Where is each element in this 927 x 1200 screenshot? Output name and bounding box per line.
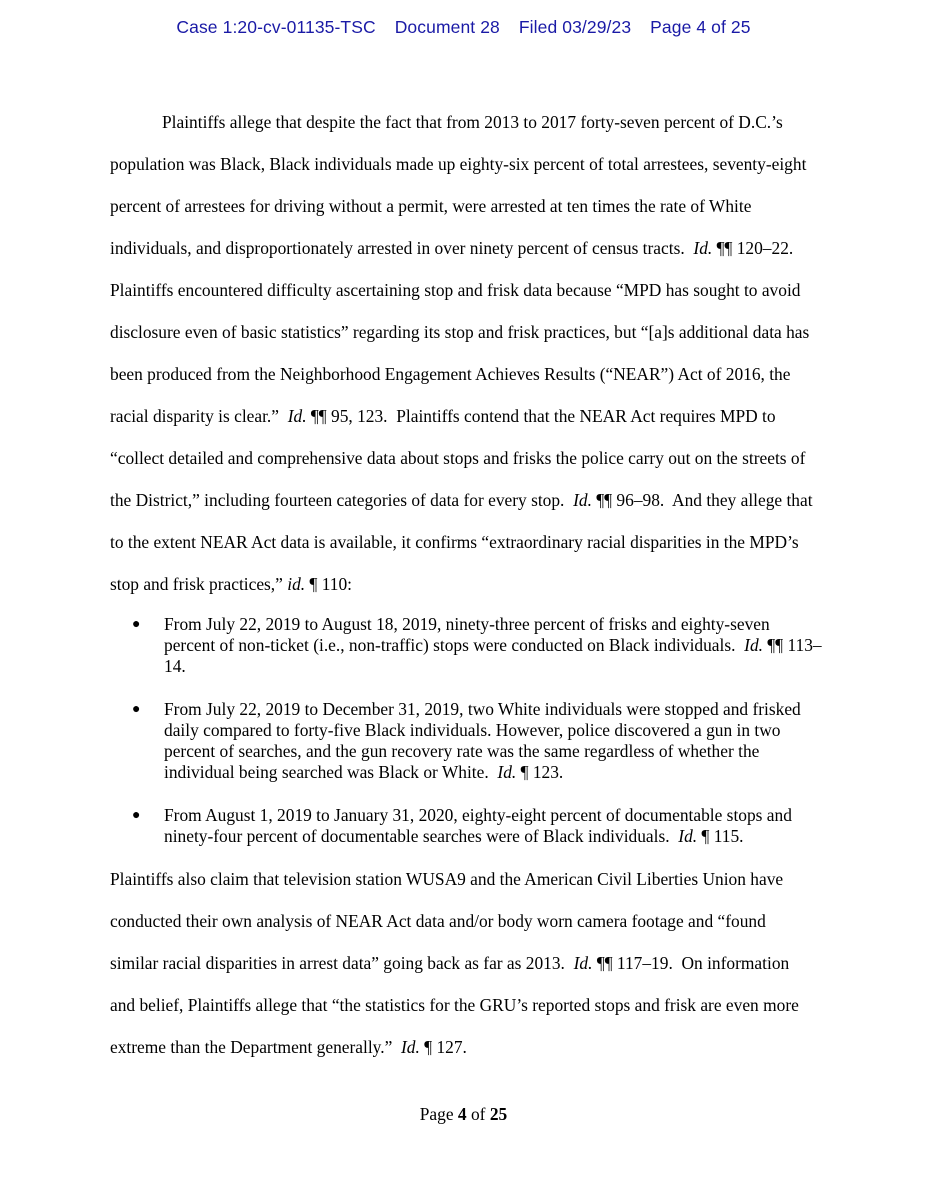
bullet-text: From July 22, 2019 to August 18, 2019, ninety-three percent of frisks and eighty-seven percent of non-ticket (i.e., non-traffic) stops were conducted on Black individuals. — [164, 614, 770, 655]
citation-id: Id. — [744, 635, 764, 655]
footer-of-label: of — [470, 1104, 486, 1124]
bullet-list — [110, 614, 825, 869]
paragraph-additional-claims — [110, 858, 818, 1068]
citation: ¶ 110: — [309, 574, 352, 594]
sentence: And they allege that to the extent NEAR Act data is available, it confirms “extraordinary racial disparities in the MPD’s stop and frisk practices,” — [110, 490, 813, 594]
citation-id: Id. — [573, 953, 593, 973]
bullet-icon: ● — [132, 808, 141, 823]
bullet-text: From August 1, 2019 to January 31, 2020, eighty-eight percent of documentable stops and ninety-four percent of documentable searches were of Black individuals. — [164, 805, 792, 846]
sentence: On information and belief, Plaintiffs allege that “the statistics for the GRU’s reported stops and frisk are even more extreme than the Department generally.” — [110, 953, 799, 1057]
case-header — [0, 17, 927, 38]
footer-current-page: 4 — [457, 1104, 467, 1124]
bullet-text: From July 22, 2019 to December 31, 2019, two White individuals were stopped and frisked daily compared to forty-five Black individuals. However, police discovered a gun in two percent of searches, and the gun recovery rate was the same regardless of whether the individual being searched was Black or White. — [164, 699, 801, 782]
list-item — [110, 805, 825, 847]
list-item — [110, 699, 825, 783]
bullet-icon: ● — [132, 617, 141, 632]
citation: ¶ 123. — [520, 762, 564, 782]
citation: ¶¶ 95, 123. — [310, 406, 388, 426]
citation-id: id. — [287, 574, 306, 594]
citation-id: Id. — [573, 490, 592, 510]
sentence: Plaintiffs also claim that television station WUSA9 and the American Civil Liberties Union have conducted their own analysis of NEAR Act data and/or body worn camera footage and “found similar racial disparities in arrest data” going back as far as 2013. — [110, 869, 784, 973]
footer-total-pages: 25 — [489, 1104, 508, 1124]
citation-id: Id. — [678, 826, 698, 846]
citation: ¶ 127. — [424, 1037, 467, 1057]
sentence: Plaintiffs allege that despite the fact that from 2013 to 2017 forty-seven percent of D.C.’s population was Black, Black individuals made up eighty-six percent of total arrestees, seventy-eight percent of arrestees for driving without a permit, were arrested at ten times the rate of White individuals, and disproportionately arrested in over ninety percent of census tracts. — [110, 112, 807, 258]
citation: ¶¶ 113–14. — [164, 635, 822, 676]
header-page-number: Page 4 of 25 — [650, 17, 751, 37]
paragraph-allegations — [110, 101, 818, 605]
citation: ¶¶ 120–22. — [716, 238, 794, 258]
citation: ¶ 115. — [701, 826, 744, 846]
citation-id: Id. — [497, 762, 517, 782]
citation-id: Id. — [693, 238, 713, 258]
document-number: Document 28 — [394, 17, 500, 37]
case-number: Case 1:20-cv-01135-TSC — [176, 17, 376, 37]
page-footer — [0, 1104, 927, 1125]
footer-page-label: Page — [419, 1104, 454, 1124]
citation-id: Id. — [287, 406, 307, 426]
bullet-icon: ● — [132, 702, 141, 717]
filed-date: Filed 03/29/23 — [518, 17, 632, 37]
sentence: Plaintiffs encountered difficulty ascertaining stop and frisk data because “MPD has sought to avoid disclosure even of basic statistics” regarding its stop and frisk practices, but “[a]s additional data has been produced from the Neighborhood Engagement Achieves Results (“NEAR”) Act of 2016, the racial disparity is clear.” — [110, 280, 810, 426]
citation: ¶¶ 96–98. — [596, 490, 665, 510]
citation-id: Id. — [401, 1037, 420, 1057]
sentence: Plaintiffs contend that the NEAR Act requires MPD to “collect detailed and comprehensive data about stops and frisks the police carry out on the streets of the District,” including fourteen categories of data for every stop. — [110, 406, 806, 510]
list-item — [110, 614, 825, 677]
citation: ¶¶ 117–19. — [596, 953, 673, 973]
